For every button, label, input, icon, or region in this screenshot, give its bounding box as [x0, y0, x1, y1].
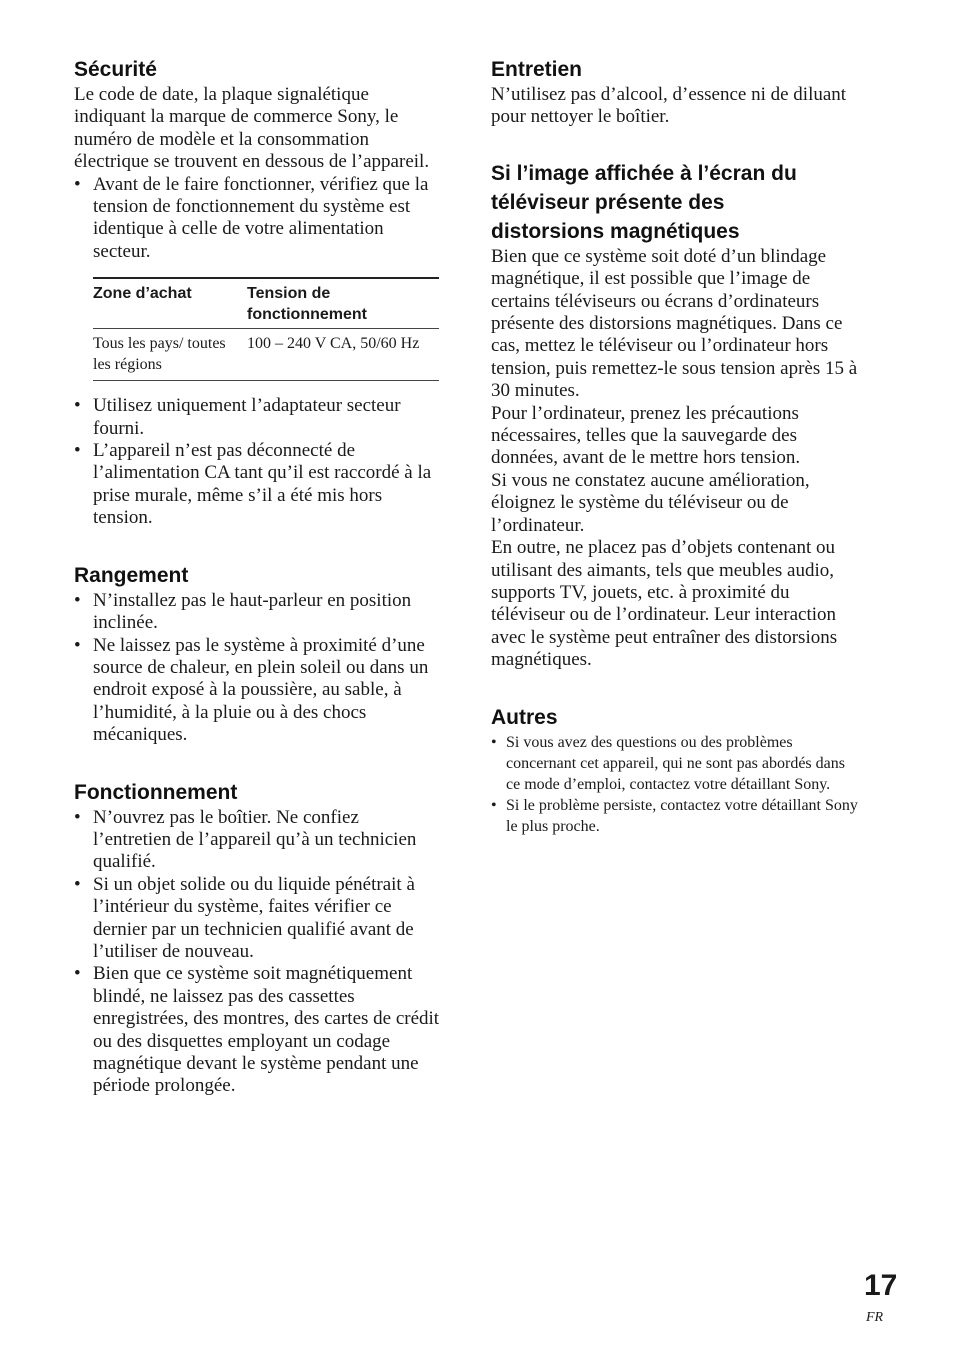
distorsions-paragraph: Pour l’ordinateur, prenez les précautions nécessaires, telles que la sauvegarde des données, avant de le mettre hors tension.: [491, 402, 801, 469]
list-item: • N’installez pas le haut-parleur en position inclinée.: [74, 590, 440, 635]
heading-autres: Autres: [491, 705, 558, 729]
autres-bullets: [491, 732, 859, 837]
list-item: • Si le problème persiste, contactez votre détaillant Sony le plus proche.: [491, 795, 859, 837]
heading-securite: Sécurité: [74, 58, 157, 81]
voltage-table: [93, 277, 439, 381]
heading-line: téléviseur présente des: [491, 190, 725, 214]
securite-bullets-after: [74, 395, 440, 529]
rangement-bullets: [74, 590, 440, 747]
list-item: • Utilisez uniquement l’adaptateur secteur fourni.: [74, 395, 440, 440]
page-number: 17: [864, 1269, 898, 1302]
table-row: [93, 329, 439, 380]
section-securite: [74, 56, 440, 530]
list-item: • Si un objet solide ou du liquide pénétrait à l’intérieur du système, faites vérifier ce dernier par un technicien qualifié avant de l’utiliser de nouveau.: [74, 874, 440, 964]
table-header-zone: Zone d’achat: [93, 285, 192, 303]
distorsions-paragraph: En outre, ne placez pas d’objets contenant ou utilisant des aimants, tels que meubles audio, supports TV, jouets, etc. à proximité du téléviseur ou de l’ordinateur. Leur interaction avec le système peut entraîner des distorsions magnétiques.: [491, 537, 838, 671]
list-item: • Avant de le faire fonctionner, vérifiez que la tension de fonctionnement du système est identique à celle de votre alimentation secteur.: [74, 174, 440, 264]
heading-fonctionnement: Fonctionnement: [74, 780, 238, 804]
list-item: • Si vous avez des questions ou des problèmes concernant cet appareil, qui ne sont pas abordés dans ce mode d’emploi, contactez votre détaillant Sony.: [491, 732, 859, 795]
list-item: • Ne laissez pas le système à proximité d’une source de chaleur, en plein soleil ou dans un endroit exposé à la poussière, au sable, à l’humidité, à la pluie ou à des chocs mécaniques.: [74, 635, 440, 747]
section-entretien: [491, 56, 859, 129]
section-fonctionnement: [74, 779, 440, 1098]
table-header-tension: Tension de fonctionnement: [247, 285, 367, 324]
table-cell-zone: Tous les pays/ toutes les régions: [93, 335, 226, 374]
section-rangement: [74, 562, 440, 747]
distorsions-paragraph: Si vous ne constatez aucune amélioration, éloignez le système du téléviseur ou de l’ordinateur.: [491, 469, 810, 536]
distorsions-paragraph: Bien que ce système soit doté d’un blindage magnétique, il est possible que l’image de certains téléviseurs ou écrans d’ordinateurs présente des distorsions magnétiques. Dans ce cas, mettez le téléviseur ou l’ordinateur hors tension, puis remettez-le sous tension après 15 à 30 minutes.: [491, 245, 858, 402]
entretien-text: N’utilisez pas d’alcool, d’essence ni de diluant pour nettoyer le boîtier.: [491, 84, 847, 128]
securite-intro: Le code de date, la plaque signalétique indiquant la marque de commerce Sony, le numéro de modèle et la consommation électrique se trouvent en dessous de l’appareil.: [74, 84, 430, 173]
list-item: • Bien que ce système soit magnétiquement blindé, ne laissez pas des cassettes enregistrées, des montres, des cartes de crédit ou des disquettes employant un codage magnétique devant le système pendant une période prolongée.: [74, 963, 440, 1097]
heading-line: distorsions magnétiques: [491, 219, 740, 243]
heading-entretien: Entretien: [491, 58, 583, 81]
fonctionnement-bullets: [74, 807, 440, 1098]
securite-bullets-before: [74, 174, 440, 264]
table-cell-tension: 100 – 240 V CA, 50/60 Hz: [247, 335, 420, 353]
heading-distorsions: [491, 159, 859, 246]
table-header-row: [93, 279, 439, 329]
right-column: [491, 56, 859, 837]
section-distorsions: [491, 159, 859, 672]
language-code: FR: [866, 1310, 884, 1325]
heading-rangement: Rangement: [74, 563, 189, 587]
heading-line: Si l’image affichée à l’écran du: [491, 161, 797, 185]
list-item: • N’ouvrez pas le boîtier. Ne confiez l’entretien de l’appareil qu’à un technicien qualifié.: [74, 807, 440, 874]
list-item: • L’appareil n’est pas déconnecté de l’alimentation CA tant qu’il est raccordé à la prise murale, même s’il a été mis hors tension.: [74, 440, 440, 530]
left-column: [74, 56, 440, 1098]
section-autres: [491, 704, 859, 837]
